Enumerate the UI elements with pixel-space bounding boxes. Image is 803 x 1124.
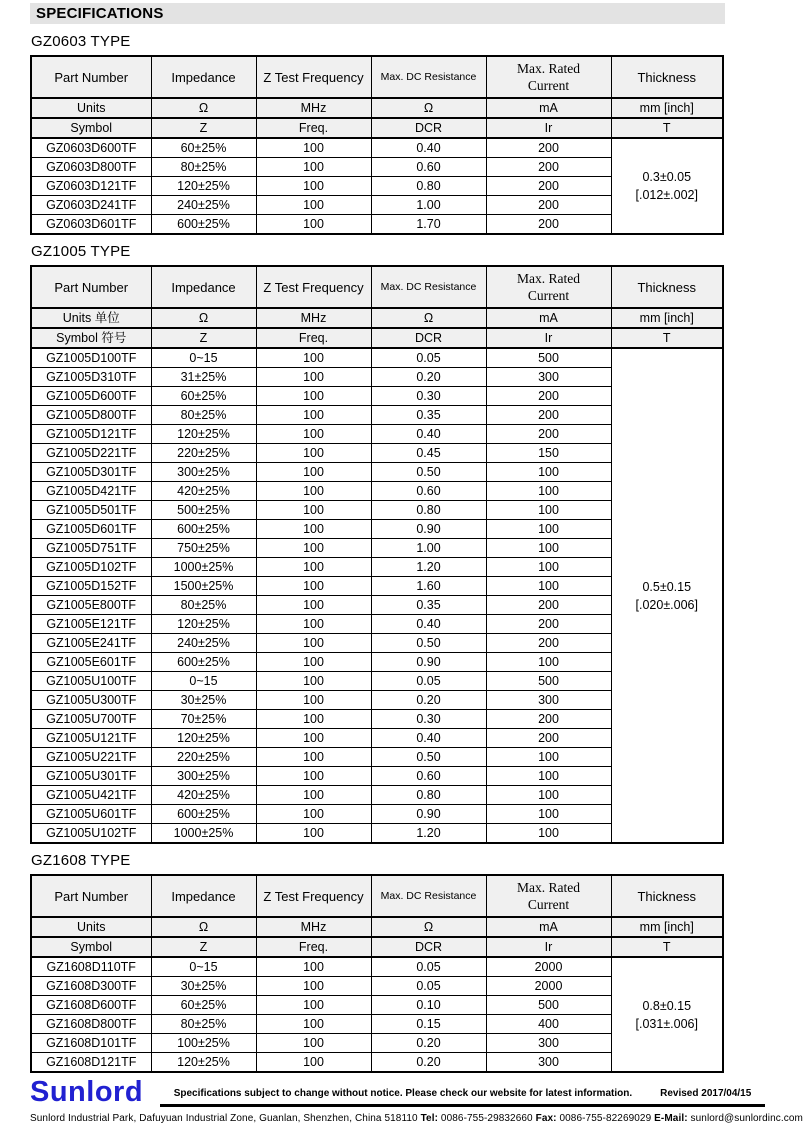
sunlord-logo: Sunlord: [30, 1076, 144, 1108]
thickness-line: 0.3±0.05: [642, 170, 692, 184]
unit-value: mm [inch]: [611, 917, 723, 937]
units-row-label: Units: [31, 98, 151, 118]
thickness-cell: [611, 348, 723, 843]
value-cell: 500: [486, 348, 611, 368]
footer-fax-label: Fax:: [535, 1113, 557, 1124]
value-cell: 100: [486, 539, 611, 558]
value-cell: 200: [486, 215, 611, 235]
symbol-value: DCR: [371, 118, 486, 138]
footer-address: [30, 1113, 803, 1124]
symbol-value: T: [611, 118, 723, 138]
value-cell: 100: [256, 138, 371, 158]
part-number-cell: GZ0603D800TF: [31, 158, 151, 177]
part-number-cell: GZ1005D102TF: [31, 558, 151, 577]
value-cell: 0.35: [371, 406, 486, 425]
column-header: Z Test Frequency: [256, 56, 371, 98]
footer-fax-number: 0086-755-82269029: [559, 1113, 652, 1124]
part-number-cell: GZ1005E121TF: [31, 615, 151, 634]
value-cell: 100: [256, 748, 371, 767]
value-cell: 100: [256, 539, 371, 558]
value-cell: 100: [256, 177, 371, 196]
column-header: Max. Rated Current: [486, 875, 611, 917]
value-cell: 1000±25%: [151, 558, 256, 577]
value-cell: 500: [486, 996, 611, 1015]
footer-email-label: E-Mail:: [654, 1113, 688, 1124]
column-header: Max. Rated Current: [486, 266, 611, 308]
value-cell: 120±25%: [151, 615, 256, 634]
value-cell: 100: [256, 977, 371, 996]
value-cell: 100: [256, 805, 371, 824]
value-cell: 100: [486, 577, 611, 596]
unit-value: mm [inch]: [611, 308, 723, 328]
value-cell: 100: [486, 805, 611, 824]
thickness-line: [.031±.006]: [635, 1016, 698, 1031]
column-header: Impedance: [151, 875, 256, 917]
part-number-cell: GZ1608D101TF: [31, 1034, 151, 1053]
value-cell: 60±25%: [151, 387, 256, 406]
symbol-value: Z: [151, 118, 256, 138]
part-number-cell: GZ1608D110TF: [31, 957, 151, 977]
value-cell: 0.60: [371, 158, 486, 177]
footer-address-text: Sunlord Industrial Park, Dafuyuan Industrial Zone, Guanlan, Shenzhen, China 518110: [30, 1113, 418, 1124]
value-cell: 100: [256, 691, 371, 710]
value-cell: 100: [486, 501, 611, 520]
value-cell: 600±25%: [151, 520, 256, 539]
value-cell: 100: [256, 463, 371, 482]
value-cell: 0.80: [371, 501, 486, 520]
value-cell: 0.80: [371, 786, 486, 805]
value-cell: 100: [256, 824, 371, 844]
unit-value: Ω: [371, 917, 486, 937]
part-number-cell: GZ1005U221TF: [31, 748, 151, 767]
symbol-value: T: [611, 328, 723, 348]
value-cell: 0.30: [371, 710, 486, 729]
table-row: [31, 348, 723, 368]
value-cell: 200: [486, 138, 611, 158]
part-number-cell: GZ1005U102TF: [31, 824, 151, 844]
value-cell: 500±25%: [151, 501, 256, 520]
value-cell: 100: [256, 1015, 371, 1034]
value-cell: 100: [256, 729, 371, 748]
value-cell: 1.70: [371, 215, 486, 235]
table-row: [31, 138, 723, 158]
value-cell: 120±25%: [151, 177, 256, 196]
value-cell: 0.80: [371, 177, 486, 196]
section-title-gz1608: GZ1608 TYPE: [31, 852, 131, 869]
value-cell: 100: [256, 348, 371, 368]
value-cell: 500: [486, 672, 611, 691]
value-cell: 0.10: [371, 996, 486, 1015]
symbol-row-label: Symbol 符号: [31, 328, 151, 348]
value-cell: 1000±25%: [151, 824, 256, 844]
symbol-value: Ir: [486, 118, 611, 138]
thickness-line: 0.5±0.15: [642, 579, 692, 594]
value-cell: 0.40: [371, 615, 486, 634]
gz1608-spec-table: [30, 874, 724, 1073]
table-row: [31, 957, 723, 977]
value-cell: 300: [486, 691, 611, 710]
value-cell: 100: [256, 767, 371, 786]
value-cell: 100: [256, 368, 371, 387]
value-cell: 200: [486, 387, 611, 406]
unit-value: Ω: [371, 308, 486, 328]
value-cell: 200: [486, 615, 611, 634]
section-gz1608: [0, 852, 800, 1073]
symbol-row-label: Symbol: [31, 937, 151, 957]
value-cell: 100: [256, 615, 371, 634]
unit-value: Ω: [151, 98, 256, 118]
units-row-label: Units 单位: [31, 308, 151, 328]
value-cell: 600±25%: [151, 215, 256, 235]
unit-value: Ω: [371, 98, 486, 118]
value-cell: 100: [256, 558, 371, 577]
value-cell: 100: [486, 767, 611, 786]
value-cell: 200: [486, 634, 611, 653]
value-cell: 0.50: [371, 748, 486, 767]
thickness-line: [.012±.002]: [635, 188, 698, 202]
part-number-cell: GZ1005E241TF: [31, 634, 151, 653]
value-cell: 100: [486, 653, 611, 672]
value-cell: 200: [486, 158, 611, 177]
value-cell: 30±25%: [151, 977, 256, 996]
value-cell: 100: [486, 786, 611, 805]
column-header: Max. Rated Current: [486, 56, 611, 98]
value-cell: 100: [256, 501, 371, 520]
part-number-cell: GZ1005U300TF: [31, 691, 151, 710]
section-title-gz0603: GZ0603 TYPE: [31, 33, 131, 50]
part-number-cell: GZ1005D152TF: [31, 577, 151, 596]
value-cell: 200: [486, 177, 611, 196]
value-cell: 0.20: [371, 1034, 486, 1053]
value-cell: 100: [256, 786, 371, 805]
thickness-line: [.020±.006]: [635, 597, 698, 612]
value-cell: 100: [256, 406, 371, 425]
value-cell: 100: [256, 387, 371, 406]
value-cell: 30±25%: [151, 691, 256, 710]
value-cell: 100: [256, 577, 371, 596]
value-cell: 300: [486, 1053, 611, 1073]
value-cell: 100: [256, 634, 371, 653]
value-cell: 0.60: [371, 482, 486, 501]
value-cell: 0.15: [371, 1015, 486, 1034]
unit-value: mA: [486, 98, 611, 118]
value-cell: 0.05: [371, 672, 486, 691]
footer-tel-label: Tel:: [420, 1113, 439, 1124]
unit-value: MHz: [256, 917, 371, 937]
value-cell: 0.90: [371, 520, 486, 539]
value-cell: 80±25%: [151, 1015, 256, 1034]
value-cell: 0.20: [371, 691, 486, 710]
page-title: SPECIFICATIONS: [30, 3, 725, 24]
part-number-cell: GZ1608D300TF: [31, 977, 151, 996]
value-cell: 0.40: [371, 729, 486, 748]
value-cell: 0.05: [371, 977, 486, 996]
value-cell: 100: [256, 196, 371, 215]
section-gz0603: [0, 33, 800, 235]
column-header: Part Number: [31, 56, 151, 98]
gz1005-spec-table: [30, 265, 724, 844]
column-header: Thickness: [611, 875, 723, 917]
value-cell: 100: [256, 444, 371, 463]
value-cell: 0.90: [371, 805, 486, 824]
part-number-cell: GZ1005U121TF: [31, 729, 151, 748]
unit-value: MHz: [256, 98, 371, 118]
value-cell: 0.50: [371, 634, 486, 653]
part-number-cell: GZ0603D600TF: [31, 138, 151, 158]
value-cell: 220±25%: [151, 748, 256, 767]
part-number-cell: GZ0603D121TF: [31, 177, 151, 196]
column-header: Thickness: [611, 266, 723, 308]
part-number-cell: GZ1005U601TF: [31, 805, 151, 824]
footer: [30, 1076, 803, 1124]
value-cell: 1.00: [371, 539, 486, 558]
unit-value: Ω: [151, 917, 256, 937]
column-header: Max. DC Resistance: [371, 875, 486, 917]
part-number-cell: GZ1005D221TF: [31, 444, 151, 463]
value-cell: 300: [486, 368, 611, 387]
section-gz1005: [0, 243, 800, 844]
part-number-cell: GZ1005D301TF: [31, 463, 151, 482]
symbol-value: Freq.: [256, 937, 371, 957]
value-cell: 100: [256, 215, 371, 235]
value-cell: 100±25%: [151, 1034, 256, 1053]
value-cell: 200: [486, 710, 611, 729]
value-cell: 220±25%: [151, 444, 256, 463]
value-cell: 2000: [486, 977, 611, 996]
value-cell: 0.20: [371, 1053, 486, 1073]
value-cell: 420±25%: [151, 786, 256, 805]
part-number-cell: GZ0603D241TF: [31, 196, 151, 215]
column-header: Max. DC Resistance: [371, 56, 486, 98]
value-cell: 100: [486, 482, 611, 501]
column-header: Part Number: [31, 266, 151, 308]
value-cell: 100: [486, 748, 611, 767]
value-cell: 0.30: [371, 387, 486, 406]
footer-notice-line: [160, 1087, 765, 1107]
part-number-cell: GZ1005D600TF: [31, 387, 151, 406]
section-title-gz1005: GZ1005 TYPE: [31, 243, 131, 260]
value-cell: 100: [256, 957, 371, 977]
value-cell: 100: [256, 672, 371, 691]
value-cell: 200: [486, 596, 611, 615]
symbol-value: Freq.: [256, 118, 371, 138]
symbol-value: DCR: [371, 937, 486, 957]
value-cell: 100: [256, 1053, 371, 1073]
value-cell: 100: [256, 482, 371, 501]
value-cell: 100: [256, 158, 371, 177]
symbol-value: Ir: [486, 937, 611, 957]
value-cell: 240±25%: [151, 634, 256, 653]
symbol-row-label: Symbol: [31, 118, 151, 138]
symbol-value: T: [611, 937, 723, 957]
part-number-cell: GZ1005D751TF: [31, 539, 151, 558]
value-cell: 70±25%: [151, 710, 256, 729]
symbol-value: DCR: [371, 328, 486, 348]
symbol-value: Z: [151, 328, 256, 348]
value-cell: 1.00: [371, 196, 486, 215]
value-cell: 80±25%: [151, 596, 256, 615]
spec-sheet-page: [0, 3, 803, 1124]
part-number-cell: GZ1005U100TF: [31, 672, 151, 691]
symbol-value: Ir: [486, 328, 611, 348]
part-number-cell: GZ1005U301TF: [31, 767, 151, 786]
value-cell: 0.05: [371, 348, 486, 368]
value-cell: 2000: [486, 957, 611, 977]
value-cell: 300: [486, 1034, 611, 1053]
value-cell: 100: [256, 1034, 371, 1053]
value-cell: 100: [256, 520, 371, 539]
value-cell: 300±25%: [151, 463, 256, 482]
value-cell: 400: [486, 1015, 611, 1034]
part-number-cell: GZ1608D800TF: [31, 1015, 151, 1034]
value-cell: 80±25%: [151, 158, 256, 177]
part-number-cell: GZ1005D100TF: [31, 348, 151, 368]
value-cell: 0.05: [371, 957, 486, 977]
value-cell: 100: [256, 653, 371, 672]
column-header: Z Test Frequency: [256, 266, 371, 308]
part-number-cell: GZ1005D121TF: [31, 425, 151, 444]
column-header: Impedance: [151, 266, 256, 308]
part-number-cell: GZ0603D601TF: [31, 215, 151, 235]
part-number-cell: GZ1005D501TF: [31, 501, 151, 520]
value-cell: 0.60: [371, 767, 486, 786]
value-cell: 1.20: [371, 824, 486, 844]
unit-value: mA: [486, 917, 611, 937]
value-cell: 420±25%: [151, 482, 256, 501]
value-cell: 100: [486, 558, 611, 577]
value-cell: 150: [486, 444, 611, 463]
part-number-cell: GZ1005D310TF: [31, 368, 151, 387]
footer-top: [30, 1077, 765, 1107]
gz0603-spec-table: [30, 55, 724, 235]
value-cell: 200: [486, 729, 611, 748]
symbol-value: Freq.: [256, 328, 371, 348]
column-header: Impedance: [151, 56, 256, 98]
value-cell: 120±25%: [151, 1053, 256, 1073]
value-cell: 0.45: [371, 444, 486, 463]
value-cell: 1.20: [371, 558, 486, 577]
value-cell: 100: [486, 520, 611, 539]
thickness-cell: [611, 138, 723, 234]
value-cell: 1500±25%: [151, 577, 256, 596]
value-cell: 100: [256, 425, 371, 444]
value-cell: 0~15: [151, 672, 256, 691]
part-number-cell: GZ1608D121TF: [31, 1053, 151, 1073]
value-cell: 750±25%: [151, 539, 256, 558]
value-cell: 120±25%: [151, 425, 256, 444]
value-cell: 0.40: [371, 425, 486, 444]
value-cell: 0~15: [151, 348, 256, 368]
part-number-cell: GZ1005D421TF: [31, 482, 151, 501]
value-cell: 120±25%: [151, 729, 256, 748]
part-number-cell: GZ1005D800TF: [31, 406, 151, 425]
part-number-cell: GZ1005U700TF: [31, 710, 151, 729]
units-row-label: Units: [31, 917, 151, 937]
value-cell: 100: [256, 596, 371, 615]
column-header: Thickness: [611, 56, 723, 98]
unit-value: mm [inch]: [611, 98, 723, 118]
footer-notice: Specifications subject to change without notice. Please check our website for latest information.: [173, 1088, 633, 1099]
value-cell: 0.90: [371, 653, 486, 672]
column-header: Max. DC Resistance: [371, 266, 486, 308]
part-number-cell: GZ1005E601TF: [31, 653, 151, 672]
value-cell: 80±25%: [151, 406, 256, 425]
value-cell: 60±25%: [151, 996, 256, 1015]
value-cell: 100: [486, 824, 611, 844]
value-cell: 240±25%: [151, 196, 256, 215]
value-cell: 0.50: [371, 463, 486, 482]
value-cell: 0.35: [371, 596, 486, 615]
symbol-value: Z: [151, 937, 256, 957]
value-cell: 100: [256, 996, 371, 1015]
part-number-cell: GZ1005D601TF: [31, 520, 151, 539]
footer-tel-number: 0086-755-29832660: [440, 1113, 533, 1124]
value-cell: 0~15: [151, 957, 256, 977]
value-cell: 100: [486, 463, 611, 482]
thickness-line: 0.8±0.15: [642, 998, 692, 1013]
value-cell: 300±25%: [151, 767, 256, 786]
value-cell: 600±25%: [151, 805, 256, 824]
thickness-cell: [611, 957, 723, 1072]
part-number-cell: GZ1005U421TF: [31, 786, 151, 805]
unit-value: Ω: [151, 308, 256, 328]
column-header: Part Number: [31, 875, 151, 917]
value-cell: 200: [486, 406, 611, 425]
value-cell: 600±25%: [151, 653, 256, 672]
value-cell: 200: [486, 196, 611, 215]
column-header: Z Test Frequency: [256, 875, 371, 917]
value-cell: 0.20: [371, 368, 486, 387]
value-cell: 0.40: [371, 138, 486, 158]
value-cell: 1.60: [371, 577, 486, 596]
unit-value: MHz: [256, 308, 371, 328]
footer-revised-date: Revised 2017/04/15: [660, 1088, 752, 1099]
value-cell: 31±25%: [151, 368, 256, 387]
unit-value: mA: [486, 308, 611, 328]
value-cell: 60±25%: [151, 138, 256, 158]
part-number-cell: GZ1608D600TF: [31, 996, 151, 1015]
footer-email-address: sunlord@sunlordinc.com: [690, 1113, 803, 1124]
value-cell: 200: [486, 425, 611, 444]
part-number-cell: GZ1005E800TF: [31, 596, 151, 615]
value-cell: 100: [256, 710, 371, 729]
